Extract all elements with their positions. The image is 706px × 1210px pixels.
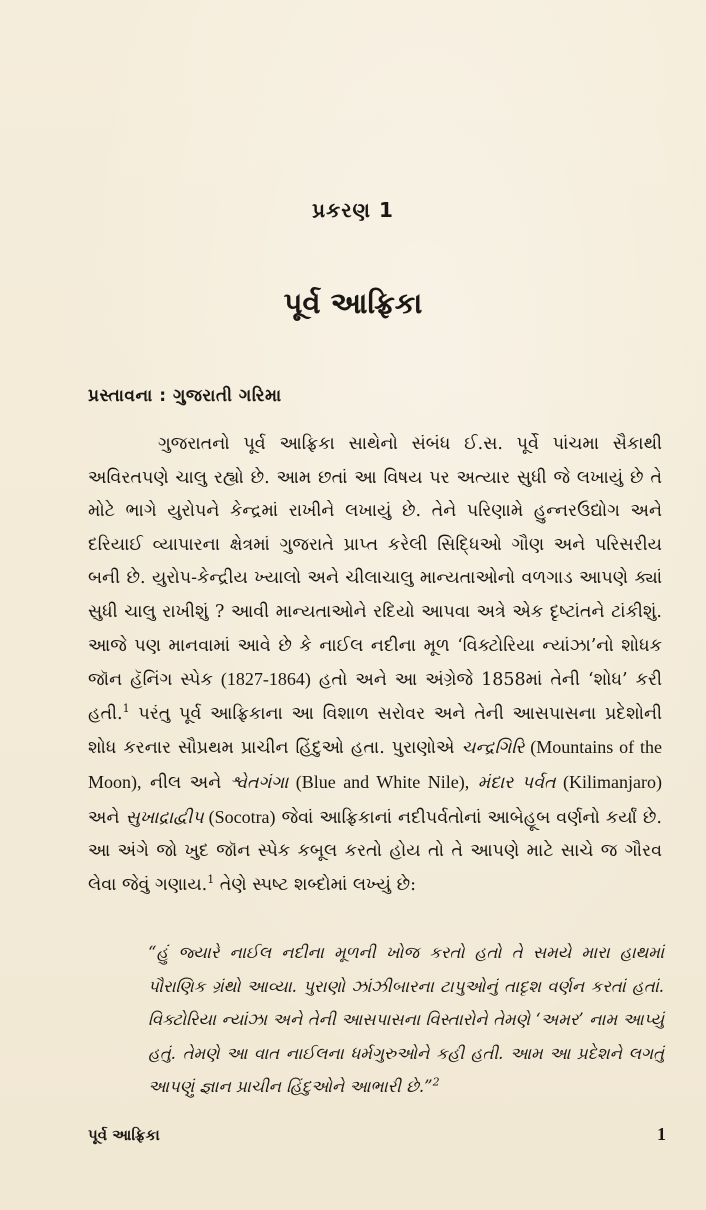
- paragraph-text-3: પરંતુ પૂર્વ આફ્રિકાના આ વિશાળ સરોવર અને તેની આસપાસના પ્રદેશોની શોધ કરનાર સૌપ્રથમ પ્રાચીન હિંદુઓ હતા. પુરાણોએ: [88, 703, 662, 759]
- english-term-1: (Mountains of the Moon),: [88, 737, 662, 792]
- chapter-label: પ્રકરણ 1: [312, 198, 394, 222]
- chapter-title: પૂર્વ આફ્રિકા: [283, 286, 423, 320]
- english-term-3: (Kilimanjaro): [555, 771, 662, 792]
- section-heading: પ્રસ્તાવના : ગુજરાતી ગરિમા: [88, 386, 282, 406]
- term-chandragiri: ચન્દ્રગિરિ: [461, 738, 525, 759]
- paragraph-text-4: નીલ અને: [141, 772, 230, 793]
- footnote-ref-3: 2: [432, 1075, 440, 1089]
- block-quote: [148, 936, 664, 1104]
- footnote-ref-2: 1: [207, 872, 215, 886]
- english-term-4: (Socotra): [203, 806, 276, 827]
- body-paragraph: [88, 428, 662, 902]
- paragraph-text-5: [469, 773, 478, 793]
- paragraph-text-8: તેણે સ્પષ્ટ શબ્દોમાં લખ્યું છે:: [214, 874, 416, 895]
- paragraph-text-1: ગુજરાતનો પૂર્વ આફ્રિકા સાથેનો સંબંધ ઈ.સ. પૂર્વે પાંચમા સૈકાથી અવિરતપણે ચાલુ રહ્યો છે. આમ છતાં આ વિષય પર અત્યાર સુધી જે લખાયું છે તે મોટે ભાગે યુરોપને કેન્દ્રમાં રાખીને લખાયું છે. તેને પરિણામે હુન્નરઉદ્યોગ અને દરિયાઈ વ્યાપારના ક્ષેત્રમાં ગુજરાતે પ્રાપ્ત કરેલી સિદ્ધિઓ ગૌણ અને પરિસરીય બની છે. યુરોપ-કેન્દ્રીય ખ્યાલો અને ચીલાચાલુ માન્યતાઓનો વળગાડ આપણે ક્યાં સુધી ચાલુ રાખીશું ? આવી માન્યતાઓને રદિયો આપવા અત્રે એક દૃષ્ટાંતને ટાંકીશું. આજે પણ માનવામાં આવે છે કે નાઈલ નદીના મૂળ ‘વિક્ટોરિયા ન્યાંઝા’નો શોધક જૉન હૅનિંગ સ્પેક: [88, 434, 662, 691]
- paragraph-text-2: હતો અને આ અંગ્રેજે 1858માં તેની ‘શોધ’ કરી હતી.: [88, 670, 662, 724]
- term-shvetganga: શ્વેતગંગા: [229, 772, 289, 793]
- paragraph-text-7: જેવાં આફ્રિકાનાં નદીપર્વતોનાં આબેહૂબ વર્ણનો કર્યાં છે. આ અંગે જો ખુદ જૉન સ્પેક કબૂલ કરતો હોય તો તે આપણે માટે સાચે જ ગૌરવ લેવા જેવું ગણાય.: [88, 807, 662, 895]
- page-number: 1: [657, 1124, 666, 1144]
- paragraph-text-6: અને: [88, 807, 126, 828]
- years-text: (1827-1864): [220, 669, 311, 690]
- term-mandar-parvat: મંદાર પર્વત: [477, 772, 556, 793]
- term-sukhadradvip: સુખાદ્રાદ્વીપ: [125, 807, 204, 828]
- footnote-ref-1: 1: [122, 701, 130, 715]
- english-term-2: (Blue and White Nile),: [288, 771, 470, 792]
- quote-text: “હું જ્યારે નાઈલ નદીના મૂળની ખોજ કરતો હતો તે સમયે મારા હાથમાં પૌરાણિક ગ્રંથો આવ્યા. પુરાણો ઝાંઝીબારના ટાપુઓનું તાદૃશ વર્ણન કરતાં હતાં. વિક્ટોરિયા ન્યાંઝા અને તેની આસપાસના વિસ્તારોને તેમણે ‘અમર’ નામ આપ્યું હતું. તેમણે આ વાત નાઈલના ધર્મગુરુઓને કહી હતી. આમ આ પ્રદેશને લગતું આપણું જ્ઞાન પ્રાચીન હિંદુઓને આભારી છે.”: [148, 943, 664, 1097]
- running-title: પૂર્વ આફ્રિકા: [88, 1126, 160, 1144]
